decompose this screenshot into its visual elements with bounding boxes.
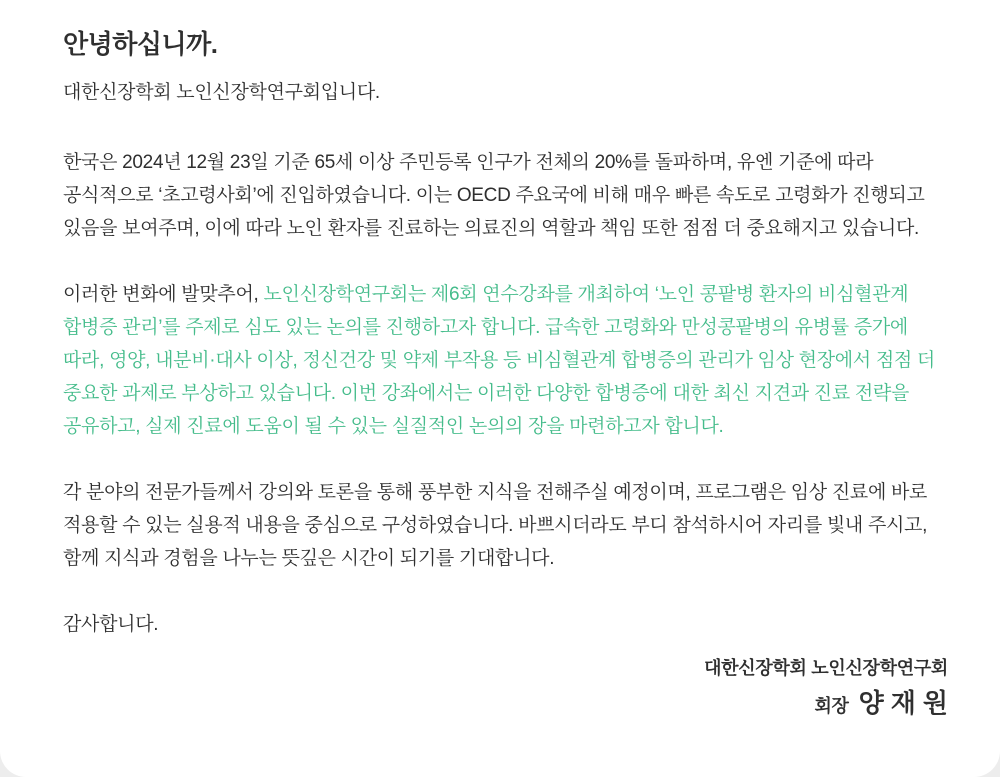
closing-thanks: 감사합니다. [63,614,159,635]
greeting-title: 안녕하십니까. [63,29,218,59]
paragraph-program-description: 각 분야의 전문가들께서 강의와 토론을 통해 풍부한 지식을 전해주실 예정이며, 프로그램은 임상 진료에 바로 적용할 수 있는 실용적 내용을 중심으로 구성하였습니다. 바쁘시더라도 부디 참석하시어 자리를 빛내 주시고, 함께 지식과 경험을 나누는 뜻깊은 시간이 되기를 기대합니다. [63,482,928,569]
signature-organization: 대한신장학회 노인신장학연구회 [704,658,948,678]
paragraph-aging-society: 한국은 2024년 12월 23일 기준 65세 이상 주민등록 인구가 전체의 20%를 돌파하며, 유엔 기준에 따라 공식적으로 ‘초고령사회’에 진입하였습니다. 이는 OECD 주요국에 비해 매우 빠른 속도로 고령화가 진행되고 있음을 보여주며, 이에 따라 노인 환자를 진료하는 의료진의 역할과 책임 또한 점점 더 중요해지고 있습니다. [63,152,925,239]
paragraph-course-highlight: 노인신장학연구회는 제6회 연수강좌를 개최하여 ‘노인 콩팥병 환자의 비심혈관계 합병증 관리’를 주제로 심도 있는 논의를 진행하고자 합니다. 급속한 고령화와 만성콩팥병의 유병률 증가에 따라, 영양, 내분비·대사 이상, 정신건강 및 약제 부작용 등 비심혈관계 합병증의 관리가 임상 현장에서 점점 더 중요한 과제로 부상하고 있습니다. 이번 강좌에서는 이러한 다양한 합병증에 대한 최신 지견과 진료 전략을 공유하고, 실제 진료에 도움이 될 수 있는 실질적인 논의의 장을 마련하고자 합니다. [63,284,935,437]
paragraph-course-announcement [63,278,948,443]
paragraph-course-prefix: 이러한 변화에 발맞추어, [63,284,264,305]
signature-block [63,655,955,720]
signature-name: 양재원 [858,688,955,718]
signature-role: 회장 [814,696,849,716]
sender-introduction: 대한신장학회 노인신장학연구회입니다. [63,82,380,103]
signature-line [63,683,955,720]
